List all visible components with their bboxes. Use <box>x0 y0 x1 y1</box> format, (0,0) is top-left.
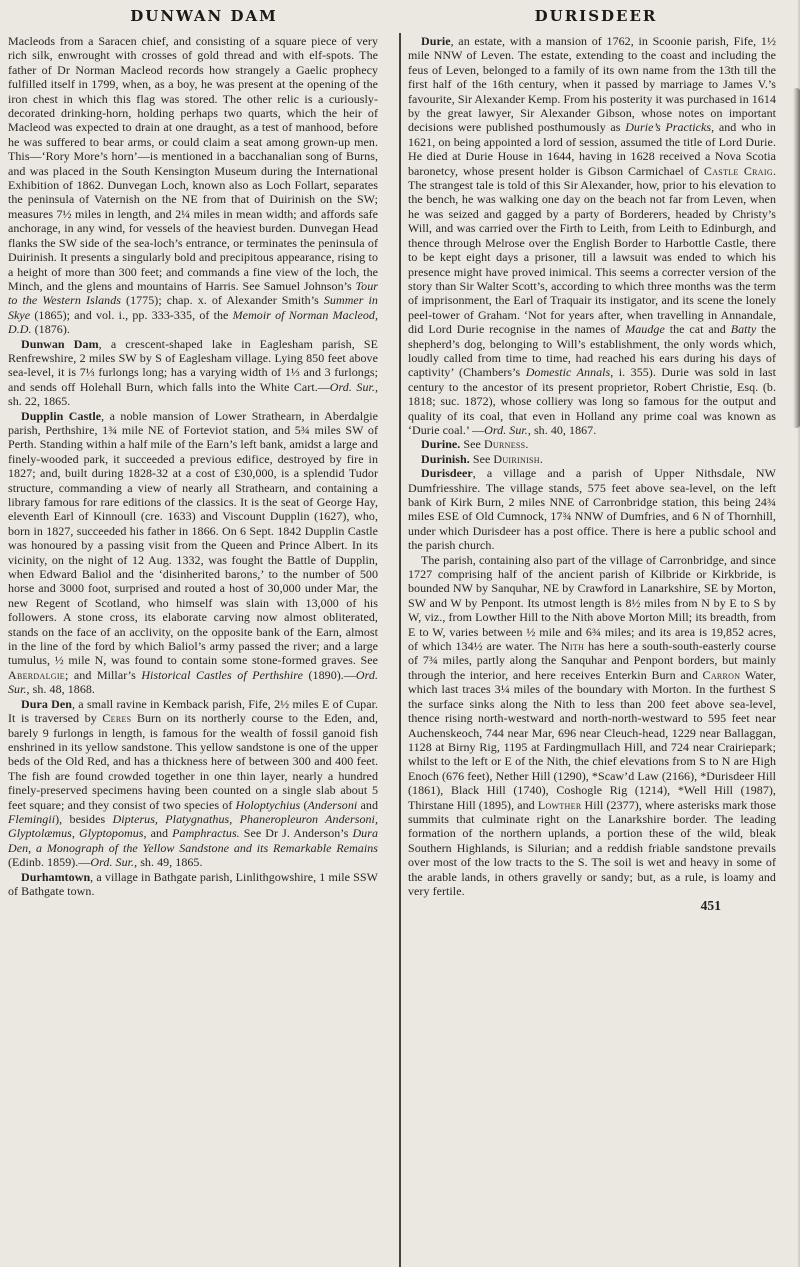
cross-reference: Castle Craig <box>703 163 773 178</box>
text-run: See <box>469 451 494 466</box>
text-run: , a small ravine in Kemback parish, Fife, 2½ miles E of Cupar. It is traversed by <box>8 696 378 726</box>
durisdeer-parish-paragraph <box>408 553 776 899</box>
italic-text: Ord. Sur. <box>484 422 528 437</box>
text-run: . <box>539 451 543 466</box>
text-run: has here a south-south-easterly course of 7¾ miles, partly along the Sanquhar and Penpont borders, but mainly through the interior, and here receives Enterkin Burn and <box>408 639 776 682</box>
entry-durinish <box>408 452 776 466</box>
text-run: Burn on its northerly course to the Eden, and, barely 9 furlongs in length, is famous for the wealth of fossil ganoid fish enshrined in its yellow sandstone. This yellow sandstone is one of the upper beds of the Old Red, and has a thickness here of between 300 and 400 feet. The fish are found crowded together in one thin layer, nearly a hundred finely-preserved specimens having been counted on a single slab about 5 feet square; and they consist of two species of <box>8 711 378 812</box>
entry-dura-den <box>8 697 378 870</box>
text-run: (1775); chap. x. of Alexander Smith’s <box>120 293 324 308</box>
text-run: See Dr J. Anderson’s <box>239 826 353 841</box>
italic-text: Andersoni <box>307 797 358 812</box>
entry-dunwan-dam <box>8 337 378 409</box>
text-run: the shepherd’s dog, belonging to Will’s establishment, the only words which, loudly called from time to time, had reached his ears during his days of captivity’ (Chambers’s <box>408 322 776 380</box>
italic-text: Maudge <box>625 322 665 337</box>
text-run: (1890).— <box>302 667 356 682</box>
text-run: , a village and a parish of Upper Nithsdale, NW Dumfriesshire. The village stands, 575 feet above sea-level, on the left bank of Kirk Burn, 2 miles NNE of Carronbridge station, this being 24¾ miles ESE of Old Cumnock, 17¾ NNW of Dumfries, and 6 N of Thornhill, under which Durisdeer has a post office. There is here a public school and the parish church. <box>408 466 776 553</box>
text-run: The parish, containing also part of the village of Carronbridge, and since 1727 comprising half of the ancient parish of Kilbride or Kirkbride, is bounded NW by Sanquhar, NE by Crawford in Lanarkshire, SE by Morton, SW and W by Penpont. Its utmost length is 8½ miles from N by E to S by W, viz., from Lowther Hill to the Nith above Morton Mill; its breadth, from E to W, varies between ½ mile and 6¾ miles; and its area is 19,852 acres, of which 134½ are water. The <box>408 552 776 654</box>
text-run: , i. 355). Durie was sold in last century to the ancestor of its present proprietor, Robert Christie, Esq. (b. 1818; suc. 1872), whose colliery was long so famous for the output and quality of its coal, that even in Holland any prime coal was known as ‘Durie coal.’ — <box>408 365 776 437</box>
text-run: , sh. 49, 1865. <box>134 855 203 870</box>
text-run: , a noble mansion of Lower Strathearn, in Aberdalgie parish, Perthshire, 1¾ mile NE of Forteviot station, and 5¾ miles SW of Perth. Standing within a half mile of the Earn’s left bank, amidst a large and finely-wooded park, it succeeded a previous edifice, destroyed by fire in 1827; and, built during 1828-32 at a cost of £30,000, is a splendid Tudor structure, commanding a view of nearly all Strathearn, and containing a library famous for rare editions of the classics. It is the seat of George Hay, eleventh Earl of Kinnoull (cre. 1633) and Viscount Dupplin (1627), who, born in 1827, succeeded his father in 1866. On 6 Sept. 1842 Dupplin Castle was honoured by a passing visit from the Queen and Prince Albert. In its vicinity, on the night of 12 Aug. 1332, was fought the Battle of Dupplin, when Edward Baliol and the ‘disinherited barons,’ to the number of 500 horse and 3000 foot, surprised and routed a host of 30,000 under Mar, the new Regent of Scotland, who himself was slain with 13,000 of his followers. A stone cross, its elaborate carving now almost obliterated, stands on the face of an acclivity, on the opposite bank of the Earn, almost in the line of the ford by which Baliol’s army passed the river; and a large tumulus, ½ mile N, was found to contain some stone-formed graves. See <box>8 408 378 668</box>
entry-lead: Dunwan Dam <box>21 336 99 351</box>
text-run: , a village in Bathgate parish, Linlithgowshire, 1 mile SSW of Bathgate town. <box>8 869 378 898</box>
cross-reference: Nith <box>560 639 585 654</box>
running-head-left: DUNWAN DAM <box>130 7 278 25</box>
italic-text: Flemingii <box>8 811 56 826</box>
italic-text: Historical Castles of Perthshire <box>141 667 303 682</box>
text-run: , an estate, with a mansion of 1762, in Scoonie parish, Fife, 1½ mile NNW of Leven. The estate, extending to the coast and including the feus of Leven, belonged to a family of its own name from the 13th till the first half of the 16th century, when it passed by marriage to James V.’s favourite, Sir Alexander Kemp. From his posterity it was purchased in 1614 by the great lawyer, Sir Alexander Gibson, whose notes on important decisions were published posthumously as <box>408 34 776 135</box>
italic-text: Memoir of Norman Macleod, D.D. <box>8 307 378 337</box>
text-run: Hill (2377), where asterisks mark those summits that culminate right on the Lanarkshire border. The leading formation of the northern uplands, a portion these of the wild, bleak Southern Highlands, is Silurian; and a reddish friable sandstone prevails over most of the low tracts to the S. The soil is wet and heavy in some of the arable lands, in others gravelly or sandy; but, as a rule, is loamy and very fertile. <box>408 797 776 898</box>
italic-text: Tour to the Western Islands <box>8 278 378 308</box>
cross-reference: Ceres <box>102 711 132 726</box>
entry-lead: Durinish. <box>421 451 470 466</box>
entry-durhamtown <box>8 870 378 899</box>
cross-reference: Durness <box>483 437 526 452</box>
text-run: and <box>357 797 378 812</box>
text-run: ; and Millar’s <box>65 667 142 682</box>
entry-lead: Dupplin Castle <box>21 408 102 423</box>
cross-reference: Carron <box>702 667 741 682</box>
text-run: ), besides <box>55 811 113 826</box>
right-column-paragraphs <box>408 34 776 898</box>
text-run: , sh. 22, 1865. <box>8 379 378 409</box>
text-run: . <box>525 437 529 452</box>
continuation-dunvegan <box>8 34 378 337</box>
text-run: the cat and <box>664 322 731 337</box>
left-column <box>8 34 392 914</box>
text-run: (Edinb. 1859).— <box>8 855 91 870</box>
italic-text: Holoptychius <box>235 797 301 812</box>
text-run: and <box>146 826 173 841</box>
entry-durisdeer <box>408 466 776 552</box>
entry-dupplin-castle <box>8 409 378 697</box>
text-run: , sh. 40, 1867. <box>527 422 597 437</box>
right-column <box>392 34 776 914</box>
cross-reference: Aberdalgie <box>8 667 65 682</box>
entry-lead: Durine. <box>421 437 461 452</box>
italic-text: Ord. Sur. <box>8 667 378 697</box>
italic-text: Batty <box>730 322 757 337</box>
text-run: , sh. 48, 1868. <box>26 682 95 697</box>
italic-text: Dura Den, a Monograph of the Yellow Sandstone and its Remarkable Remains <box>8 826 378 855</box>
text-run: , a crescent-shaped lake in Eaglesham parish, SE Renfrewshire, 2 miles SW by S of Eaglesham village. Lying 850 feet above sea-level, it is 7⅓ furlongs long; has a varying width of 1⅓ and 3 furlongs; and sends off Holehall Burn, which falls into the White Cart.— <box>8 336 378 394</box>
italic-text: Ord. Sur. <box>90 855 135 870</box>
text-run: (1865); and vol. i., pp. 333-335, of the <box>30 307 233 322</box>
text-run: See <box>460 437 484 452</box>
entry-durie <box>408 34 776 437</box>
text-run: ( <box>300 797 308 812</box>
italic-text: Summer in Skye <box>8 293 378 322</box>
italic-text: Dipterus, Platygnathus, Phaneropleuron Andersoni, Glyptolæmus, Glyptopomus, <box>8 811 378 841</box>
italic-text: Pamphractus. <box>172 826 240 841</box>
entry-durine <box>408 437 776 451</box>
text-run: . The strangest tale is told of this Sir Alexander, how, prior to his elevation to the bench, he was walking one day on the beach not far from Leven, when he was seized and gagged by a party of Borderers, headed by Christy’s Will, and was carried over the Firth to Leith, from Leith to Edinburgh, and thence through Melrose over the English Border to Harbottle Castle, there to be kept eight days a prisoner, till a lawsuit was ended to which his presence might have proved inimical. This seems a correcter version of the story than Sir Walter Scott’s, according to which three months was the term of imprisonment, the Earl of Traquair its instigator, and its scene the lonely peel-tower of Graham. ‘Not for years after, when travelling in Annandale, did Lord Durie recognise in the names of <box>408 163 776 337</box>
text-run: Water, which last traces 3¼ miles of the boundary with Morton. In the furthest S the surface sinks along the Nith to less than 200 feet above sea-level, thence rising north-westward and north-north-westward to 595 feet near Auchenskeoch, 744 near Mar, 696 near Cleuch-head, 1229 near Ballaggan, 1128 at Birny Rig, 1195 at Fardingmullach Hill, and 724 near Crairiepark; whilst to the left or E of the Nith, the chief elevations from S to N are High Enoch (676 feet), Nether Hill (1290), *Scaw’d Law (2166), *Durisdeer Hill (1861), Black Hill (1740), Coshogle Rig (1214), *Well Hill (1987), Thirstane Hill (1895), and <box>408 667 776 812</box>
page-number: 451 <box>700 898 721 914</box>
text-run: , and who in 1621, on being appointed a lord of session, assumed the title of Lord Durie. He died at Durie House in 1644, having in 1628 received a Nova Scotia baronetcy, whose present holder is Gibson Carmichael of <box>408 120 776 178</box>
cross-reference: Duirinish <box>493 451 540 466</box>
italic-text: Ord. Sur. <box>329 379 375 394</box>
text-run: Macleods from a Saracen chief, and consisting of a square piece of very rich silk, enwrought with crosses of gold thread and with elf-spots. The father of Dr Norman Macleod records how strangely a Gaelic prophecy fulfilled itself in 1799, when, as a boy, he was present at the opening of the iron chest in which this flag was stored. The other relic is a curiously-decorated drinking-horn, holding perhaps two quarts, which the heir of Macleod was expected to drain at one draught, as a test of manhood, before he was suffered to bear arms, or could claim a seat among grown-up men. This—‘Rory More’s horn’—is mentioned in a bacchanalian song of Burns, and was placed in the South Kensington Museum during the International Exhibition of 1862. Dunvegan Loch, known also as Loch Follart, separates the peninsula of Vaternish on the NE from that of Duirinish on the SW; measures 7½ miles in length, and 2¼ miles in mean width; and affords safe anchorage, in any wind, for vessels of the heaviest burden. Dunvegan Head flanks the SW side of the sea-loch’s entrance, or terminates the peninsula of Duirinish. It presents a singularly bold and precipitous appearance, rising to a height of more than 300 feet; and commands a fine view of the loch, the Minch, and the glens and mountains of Harris. See Samuel Johnson’s <box>8 34 378 293</box>
entry-lead: Dura Den <box>21 696 72 711</box>
entry-lead: Durisdeer <box>421 466 473 481</box>
entry-lead: Durhamtown <box>21 869 91 884</box>
italic-text: Durie’s Practicks <box>625 120 712 135</box>
entry-lead: Durie <box>421 34 451 48</box>
column-divider-rule <box>399 33 401 1267</box>
italic-text: Domestic Annals <box>525 365 611 380</box>
running-head-right: DURISDEER <box>534 7 658 25</box>
cross-reference: Lowther <box>537 797 582 812</box>
running-heads <box>8 7 792 34</box>
text-run: (1876). <box>31 322 70 337</box>
